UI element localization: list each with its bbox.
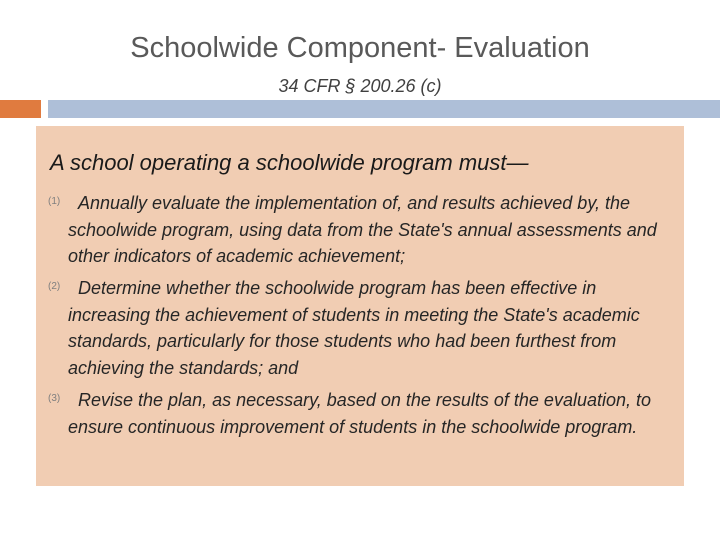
- item-number: (1): [48, 196, 61, 207]
- list-item: [48, 275, 668, 381]
- lead-statement: A school operating a schoolwide program must—: [50, 150, 529, 175]
- accent-bar-blue: [48, 100, 720, 118]
- item-number: (3): [48, 393, 61, 404]
- list-item: [48, 190, 668, 270]
- item-text: Revise the plan, as necessary, based on the results of the evaluation, to ensure continuous improvement of students in the schoolwide program.: [68, 390, 652, 437]
- item-text: Annually evaluate the implementation of, and results achieved by, the schoolwide program, using data from the State's annual assessments and other indicators of academic achievement;: [68, 193, 657, 266]
- item-number: (2): [48, 281, 61, 292]
- accent-bar-orange: [0, 100, 41, 118]
- list-item: [48, 387, 668, 440]
- slide-title: Schoolwide Component- Evaluation: [130, 32, 590, 64]
- item-text: Determine whether the schoolwide program has been effective in increasing the achievement of students in meeting the State's academic standards, particularly for those students who had been furthest from achieving the standards; and: [68, 278, 640, 378]
- regulation-citation: 34 CFR § 200.26 (c): [278, 76, 442, 96]
